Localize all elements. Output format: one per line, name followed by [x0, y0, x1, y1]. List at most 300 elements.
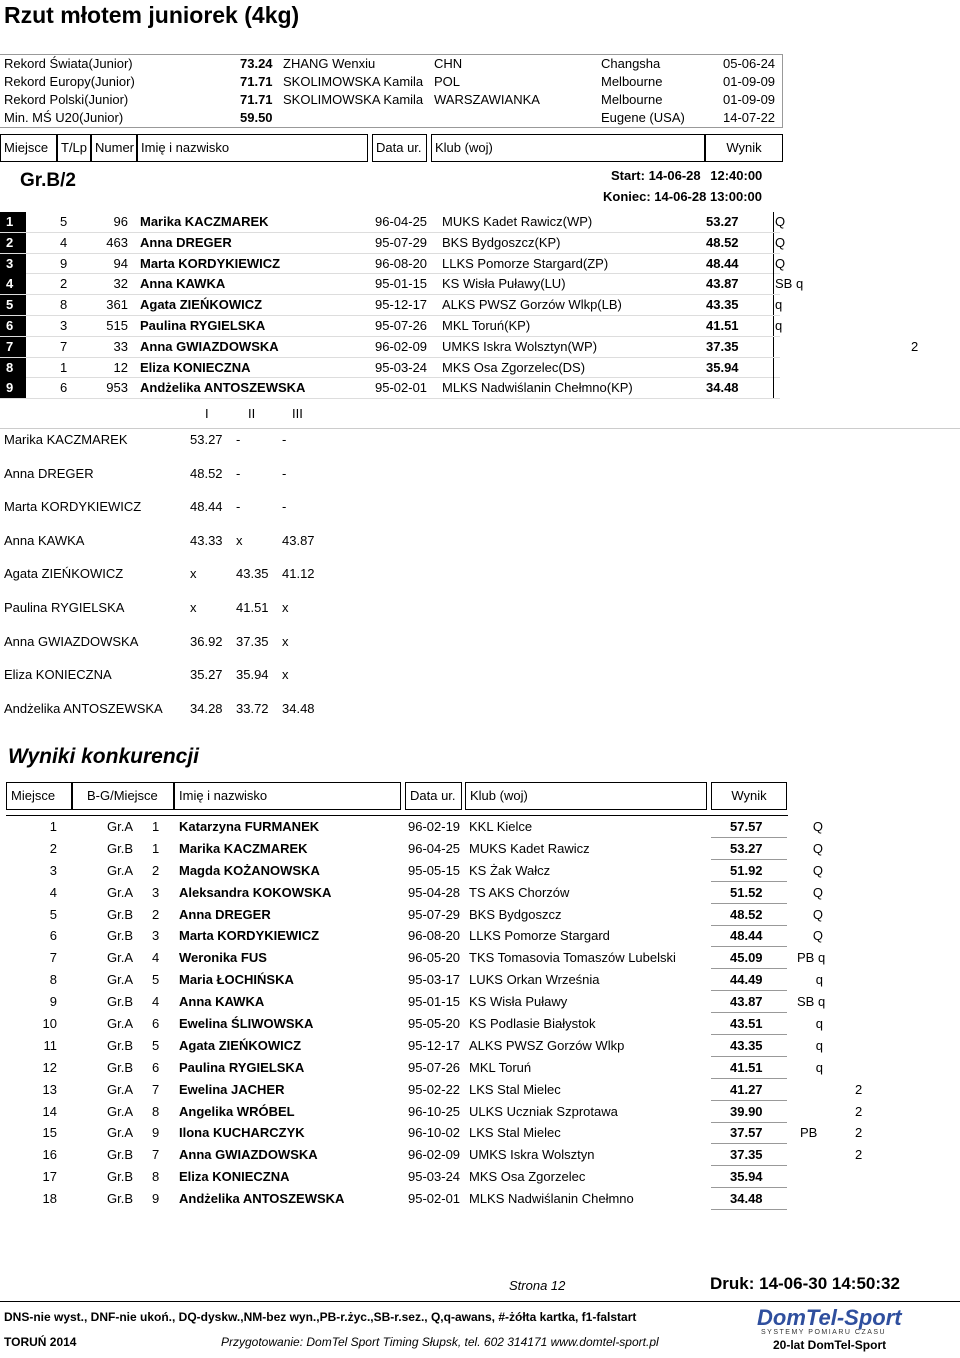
group-place: 4 — [152, 950, 160, 966]
start-date: 14-06-28 — [648, 168, 701, 183]
group-place: 4 — [152, 994, 160, 1010]
table-row — [0, 1035, 960, 1057]
group-label: Gr.A — [107, 1081, 134, 1097]
club-name: KKL Kielce — [469, 819, 533, 834]
record-place: Melbourne — [601, 74, 663, 89]
birth-date: 96-02-09 — [375, 338, 428, 354]
attempt-row — [0, 599, 400, 617]
bib-number: 12 — [113, 359, 128, 375]
birth-date: 95-07-26 — [375, 317, 428, 333]
final-col-klub: Klub (woj) — [465, 782, 707, 810]
club-name: MUKS Kadet Rawicz(WP) — [442, 214, 593, 229]
qualification-note: Q — [775, 214, 786, 229]
attempt-2: 37.35 — [236, 633, 269, 649]
table-row — [0, 233, 786, 254]
place-badge: 8 — [0, 358, 26, 378]
class-note: 2 — [855, 1103, 863, 1119]
qualification-note: q — [775, 297, 783, 313]
legend: DNS-nie wyst., DNF-nie ukoń., DQ-dyskw.,NM-bez wyn.,PB-r.życ.,SB-r.sez., Q,q-awans, #-żółta kartka, f1-falstart — [4, 1310, 637, 1324]
club-name: LKS Stal Mielec — [469, 1081, 561, 1097]
table-row — [0, 1013, 960, 1035]
final-place: 17 — [42, 1169, 57, 1185]
club-name: ALKS PWSZ Gorzów Wlkp(LB) — [442, 297, 622, 313]
club-name: MLKS Nadwiślanin Chełmno(KP) — [442, 380, 633, 396]
final-place: 1 — [49, 819, 57, 834]
final-col-imie: Imię i nazwisko — [174, 782, 401, 810]
page-number: Strona 12 — [509, 1278, 566, 1293]
attempt-3: x — [282, 600, 289, 615]
attempt-3: - — [282, 465, 287, 481]
athlete-name: Anna KAWKA — [4, 532, 85, 548]
qualification-note: Q — [812, 862, 823, 878]
qualification-note: SB q — [797, 994, 826, 1010]
class-note: 2 — [855, 1147, 863, 1163]
bib-number: 32 — [113, 276, 128, 292]
lane-number: 1 — [60, 359, 68, 375]
final-place: 8 — [49, 972, 57, 988]
final-col-data: Data ur. — [405, 782, 462, 810]
qualification-note: SB q — [775, 276, 804, 292]
athlete-name: Ewelina ŚLIWOWSKA — [179, 1016, 314, 1032]
athlete-name: Andżelika ANTOSZEWSKA — [179, 1191, 345, 1207]
birth-date: 95-07-29 — [375, 234, 428, 250]
lane-number: 9 — [60, 255, 68, 271]
lane-number: 7 — [60, 338, 68, 354]
table-row — [0, 969, 960, 991]
club-name: ULKS Uczniak Szprotawa — [469, 1103, 618, 1119]
athlete-name: Marta KORDYKIEWICZ — [4, 499, 142, 515]
qualification-note: q — [815, 1016, 823, 1032]
record-row — [0, 109, 782, 127]
start-time — [611, 168, 762, 183]
final-place: 15 — [42, 1125, 57, 1141]
col-header-numer: Numer — [91, 134, 137, 162]
start-clock: 12:40:00 — [710, 168, 763, 183]
birth-date: 95-12-17 — [375, 297, 428, 313]
result-value: 43.87 — [706, 276, 739, 292]
final-place: 6 — [49, 928, 57, 944]
attempt-row — [0, 666, 400, 684]
group-results-table — [0, 212, 919, 399]
attempt-1: x — [190, 566, 197, 582]
group-label: Gr.A — [107, 950, 134, 966]
athlete-name: Anna KAWKA — [140, 276, 226, 292]
place-badge: 1 — [0, 212, 26, 232]
record-value: 71.71 — [240, 74, 273, 89]
table-row — [0, 947, 960, 969]
col-header-tlp: T/Lp — [57, 134, 91, 162]
attempt-3: 34.48 — [282, 700, 315, 716]
group-place: 3 — [152, 928, 160, 944]
qualification-note: q — [815, 1059, 823, 1075]
record-row — [0, 91, 782, 109]
group-place: 5 — [152, 1037, 160, 1053]
group-place: 7 — [152, 1081, 160, 1097]
lane-number: 3 — [60, 317, 68, 333]
athlete-name: Agata ZIEŃKOWICZ — [4, 566, 124, 582]
table-row — [0, 991, 960, 1013]
qualification-note: q — [815, 972, 823, 988]
place-badge: 4 — [0, 274, 26, 294]
club-name: UMKS Iskra Wolsztyn — [469, 1147, 595, 1163]
bib-number: 361 — [106, 297, 128, 313]
qualification-note: PB q — [797, 950, 826, 966]
lane-number: 5 — [60, 214, 68, 229]
birth-date: 96-02-09 — [408, 1147, 461, 1163]
athlete-name: Katarzyna FURMANEK — [179, 819, 320, 834]
group-place: 1 — [152, 819, 160, 834]
bib-number: 33 — [113, 338, 128, 354]
attempt-row — [0, 532, 400, 550]
table-row — [0, 316, 783, 337]
athlete-name: Paulina RYGIELSKA — [179, 1059, 305, 1075]
print-timestamp: Druk: 14-06-30 14:50:32 — [710, 1274, 900, 1293]
table-row — [0, 882, 960, 904]
result-value: 34.48 — [730, 1191, 763, 1207]
qualification-note: Q — [812, 928, 823, 944]
class-note: 2 — [855, 1125, 863, 1141]
qualification-note: q — [775, 317, 783, 333]
table-row — [0, 1166, 960, 1188]
group-label: Gr.B — [107, 1191, 134, 1207]
athlete-name: Andżelika ANTOSZEWSKA — [140, 380, 306, 396]
table-row — [0, 1188, 960, 1210]
table-row — [0, 925, 960, 947]
final-place: 4 — [49, 884, 57, 900]
club-name: MKL Toruń — [469, 1059, 532, 1075]
place-badge: 6 — [0, 316, 26, 336]
attempt-row — [0, 498, 400, 516]
records-table — [0, 54, 783, 128]
record-row — [0, 73, 782, 91]
record-name: Rekord Świata(Junior) — [4, 56, 133, 71]
group-label: Gr.B — [107, 928, 134, 944]
qualification-note: Q — [775, 234, 786, 250]
club-name: MKS Osa Zgorzelec — [469, 1169, 586, 1185]
lane-number: 2 — [60, 276, 68, 292]
birth-date: 96-05-20 — [408, 950, 461, 966]
end-label: Koniec: — [603, 189, 651, 204]
attempt-row — [0, 633, 400, 651]
table-row — [0, 378, 780, 399]
attempt-2: 35.94 — [236, 667, 269, 683]
place-badge: 9 — [0, 378, 26, 398]
qualification-note: Q — [812, 840, 823, 856]
result-value: 53.27 — [730, 840, 763, 856]
domtel-logo — [757, 1305, 902, 1355]
athlete-name: Paulina RYGIELSKA — [140, 317, 266, 333]
result-value: 37.35 — [706, 338, 739, 354]
final-place: 13 — [42, 1081, 57, 1097]
club-name: LUKS Orkan Września — [469, 972, 600, 988]
club-name: MKL Toruń(KP) — [442, 317, 531, 333]
attempt-1: 35.27 — [190, 667, 223, 683]
final-place: 16 — [42, 1147, 57, 1163]
qualification-note: Q — [775, 255, 786, 271]
athlete-name: Marika KACZMAREK — [140, 214, 269, 229]
end-clock: 13:00:00 — [709, 189, 763, 204]
attempt-1: 34.28 — [190, 700, 223, 716]
attempt-2: x — [236, 532, 243, 548]
club-name: UMKS Iskra Wolsztyn(WP) — [442, 338, 598, 354]
attempt-header-3: III — [292, 406, 303, 421]
lane-number: 4 — [60, 234, 68, 250]
table-row — [0, 295, 783, 316]
attempt-row — [0, 565, 400, 583]
result-value: 35.94 — [706, 359, 739, 375]
group-title: Gr.B/2 — [20, 170, 76, 191]
attempt-1: 48.52 — [190, 465, 223, 481]
birth-date: 95-02-01 — [408, 1191, 461, 1207]
result-value: 51.52 — [730, 884, 763, 900]
col-header-data: Data ur. — [372, 134, 427, 162]
final-place: 14 — [42, 1103, 57, 1119]
athlete-name: Marika KACZMAREK — [179, 840, 308, 856]
birth-date: 96-04-25 — [375, 214, 428, 229]
page-title: Rzut młotem juniorek (4kg) — [4, 2, 300, 28]
group-place: 1 — [152, 840, 160, 856]
group-place: 2 — [152, 906, 160, 922]
result-value: 51.92 — [730, 862, 763, 878]
record-place: Changsha — [601, 56, 661, 71]
birth-date: 95-03-24 — [408, 1169, 461, 1185]
bib-number: 515 — [106, 317, 128, 333]
athlete-name: Angelika WRÓBEL — [179, 1103, 295, 1119]
group-label: Gr.A — [107, 862, 134, 878]
attempt-2: 33.72 — [236, 700, 269, 716]
table-row — [0, 358, 780, 379]
athlete-name: Eliza KONIECZNA — [140, 359, 251, 375]
result-value: 41.51 — [730, 1059, 763, 1075]
result-value: 43.51 — [730, 1016, 763, 1032]
record-athlete: ZHANG Wenxiu — [283, 56, 376, 71]
athlete-name: Magda KOŻANOWSKA — [179, 862, 320, 878]
birth-date: 95-12-17 — [408, 1037, 461, 1053]
table-row — [0, 904, 960, 926]
club-name: BKS Bydgoszcz(KP) — [442, 234, 561, 250]
result-value: 35.94 — [730, 1169, 763, 1185]
col-header-imie: Imię i nazwisko — [137, 134, 368, 162]
birth-date: 96-10-25 — [408, 1103, 461, 1119]
table-row — [0, 254, 786, 275]
attempt-3: x — [282, 633, 289, 649]
club-name: ALKS PWSZ Gorzów Wlkp — [469, 1037, 625, 1053]
qualification-note: PB — [800, 1125, 818, 1141]
attempt-3: 41.12 — [282, 566, 315, 582]
athlete-name: Marta KORDYKIEWICZ — [140, 255, 281, 271]
record-country: POL — [434, 74, 461, 89]
athlete-name: Weronika FUS — [179, 950, 267, 966]
result-value: 48.52 — [706, 234, 739, 250]
lane-number: 8 — [60, 297, 68, 313]
athlete-name: Anna DREGER — [4, 465, 94, 481]
attempt-1: 53.27 — [190, 432, 223, 447]
attempt-3: - — [282, 432, 287, 447]
group-label: Gr.B — [107, 906, 134, 922]
attempt-2: 41.51 — [236, 600, 269, 615]
table-row — [0, 1057, 960, 1079]
record-country: WARSZAWIANKA — [434, 92, 540, 107]
lane-number: 6 — [60, 380, 68, 396]
table-row — [0, 212, 786, 233]
club-name: KS Podlasie Białystok — [469, 1016, 596, 1032]
end-time — [603, 189, 762, 204]
bib-number: 953 — [106, 380, 128, 396]
group-label: Gr.B — [107, 994, 134, 1010]
group-label: Gr.B — [107, 840, 134, 856]
group-label: Gr.A — [107, 972, 134, 988]
athlete-name: Eliza KONIECZNA — [179, 1169, 290, 1185]
bib-number: 96 — [113, 214, 128, 229]
result-value: 41.27 — [730, 1081, 763, 1097]
birth-date: 95-05-15 — [408, 862, 461, 878]
athlete-name: Eliza KONIECZNA — [4, 667, 112, 683]
final-place: 10 — [42, 1016, 57, 1032]
club-name: KS Żak Wałcz — [469, 862, 551, 878]
start-label: Start: — [611, 168, 645, 183]
record-value: 71.71 — [240, 92, 273, 107]
birth-date: 95-02-01 — [375, 380, 428, 396]
athlete-name: Ewelina JACHER — [179, 1081, 285, 1097]
table-row — [0, 1122, 960, 1144]
final-col-bg: B-G/Miejsce — [72, 782, 174, 810]
group-label: Gr.A — [107, 819, 134, 834]
athlete-name: Aleksandra KOKOWSKA — [179, 884, 332, 900]
attempt-row — [0, 465, 400, 483]
group-label: Gr.A — [107, 884, 134, 900]
athlete-name: Maria ŁOCHIŃSKA — [179, 972, 294, 988]
club-name: BKS Bydgoszcz — [469, 906, 562, 922]
divider — [0, 1301, 960, 1302]
end-date: 14-06-28 — [654, 189, 707, 204]
attempt-3: 43.87 — [282, 532, 315, 548]
record-place: Eugene (USA) — [601, 110, 685, 125]
table-row — [0, 274, 804, 295]
record-name: Min. MŚ U20(Junior) — [4, 110, 124, 125]
birth-date: 96-10-02 — [408, 1125, 461, 1141]
birth-date: 95-01-15 — [408, 994, 461, 1010]
place-badge: 5 — [0, 295, 26, 315]
event-city: TORUŃ 2014 — [4, 1335, 77, 1349]
birth-date: 95-02-22 — [408, 1081, 461, 1097]
athlete-name: Anna GWIAZDOWSKA — [179, 1147, 318, 1163]
result-value: 43.35 — [730, 1037, 763, 1053]
attempt-header-2: II — [248, 406, 256, 421]
record-row — [0, 55, 782, 73]
club-name: TS AKS Chorzów — [469, 884, 570, 900]
athlete-name: Anna KAWKA — [179, 994, 265, 1010]
group-label: Gr.B — [107, 1147, 134, 1163]
final-results-title: Wyniki konkurencji — [8, 745, 199, 768]
bib-number: 463 — [106, 234, 128, 250]
result-value: 43.35 — [706, 297, 739, 313]
prepared-by: Przygotowanie: DomTel Sport Timing Słupsk, tel. 602 314171 www.domtel-sport.pl — [221, 1335, 659, 1349]
athlete-name: Anna GWIAZDOWSKA — [4, 633, 139, 649]
final-place: 11 — [43, 1037, 57, 1053]
logo-sub: SYSTEMY POMIARU CZASU — [761, 1329, 887, 1336]
club-name: LLKS Pomorze Stargard — [469, 928, 610, 944]
table-row — [0, 816, 960, 838]
record-date: 01-09-09 — [723, 92, 776, 107]
group-place: 6 — [152, 1059, 160, 1075]
record-date: 01-09-09 — [723, 74, 776, 89]
attempt-2: - — [236, 432, 241, 447]
final-place: 18 — [42, 1191, 57, 1207]
group-label: Gr.A — [107, 1016, 134, 1032]
table-row — [0, 1079, 960, 1101]
attempt-1: 36.92 — [190, 633, 223, 649]
group-place: 9 — [152, 1191, 160, 1207]
place-badge: 2 — [0, 233, 26, 253]
col-header-wynik: Wynik — [705, 134, 783, 162]
birth-date: 95-01-15 — [375, 276, 428, 292]
birth-date: 95-05-20 — [408, 1016, 461, 1032]
record-country: CHN — [434, 56, 463, 71]
birth-date: 95-07-29 — [408, 906, 461, 922]
attempt-header-1: I — [205, 406, 209, 421]
record-athlete: SKOLIMOWSKA Kamila — [283, 74, 424, 89]
group-place: 3 — [152, 884, 160, 900]
final-place: 9 — [49, 994, 57, 1010]
athlete-name: Agata ZIEŃKOWICZ — [179, 1037, 302, 1053]
logo-main: DomTel-Sport — [757, 1305, 902, 1330]
qualification-note: q — [815, 1037, 823, 1053]
record-place: Melbourne — [601, 92, 663, 107]
result-value: 48.52 — [730, 906, 763, 922]
final-place: 3 — [49, 862, 57, 878]
result-value: 48.44 — [706, 255, 739, 271]
place-badge: 3 — [0, 254, 26, 274]
record-date: 14-07-22 — [723, 110, 776, 125]
group-place: 8 — [152, 1103, 160, 1119]
result-value: 57.57 — [730, 819, 763, 834]
bib-number: 94 — [113, 255, 128, 271]
logo-tag: 20-lat DomTel-Sport — [773, 1338, 887, 1352]
athlete-name: Andżelika ANTOSZEWSKA — [4, 700, 163, 716]
attempt-1: 48.44 — [190, 499, 223, 515]
group-place: 8 — [152, 1169, 160, 1185]
record-name: Rekord Europy(Junior) — [4, 74, 135, 89]
birth-date: 96-08-20 — [408, 928, 461, 944]
table-row — [0, 860, 960, 882]
table-row — [0, 1101, 960, 1123]
qualification-note: Q — [812, 884, 823, 900]
group-label: Gr.A — [107, 1103, 134, 1119]
athlete-name: Paulina RYGIELSKA — [4, 600, 125, 615]
birth-date: 96-04-25 — [408, 840, 461, 856]
club-name: LKS Stal Mielec — [469, 1125, 561, 1141]
athlete-name: Anna DREGER — [140, 234, 232, 250]
place-badge: 7 — [0, 337, 26, 357]
athlete-name: Agata ZIEŃKOWICZ — [140, 297, 263, 313]
club-name: LLKS Pomorze Stargard(ZP) — [442, 255, 609, 271]
table-row — [0, 1144, 960, 1166]
group-place: 5 — [152, 972, 160, 988]
birth-date: 95-03-24 — [375, 359, 428, 375]
birth-date: 95-03-17 — [408, 972, 461, 988]
result-value: 44.49 — [730, 972, 763, 988]
final-place: 7 — [49, 950, 57, 966]
qualification-note: Q — [812, 906, 823, 922]
club-name: KS Wisła Puławy(LU) — [442, 276, 566, 292]
attempt-3: - — [282, 499, 287, 515]
athlete-name: Marika KACZMAREK — [4, 432, 128, 447]
group-place: 9 — [152, 1125, 160, 1141]
result-value: 41.51 — [706, 317, 739, 333]
attempt-2: - — [236, 465, 241, 481]
result-value: 43.87 — [730, 994, 763, 1010]
final-place: 12 — [42, 1059, 57, 1075]
